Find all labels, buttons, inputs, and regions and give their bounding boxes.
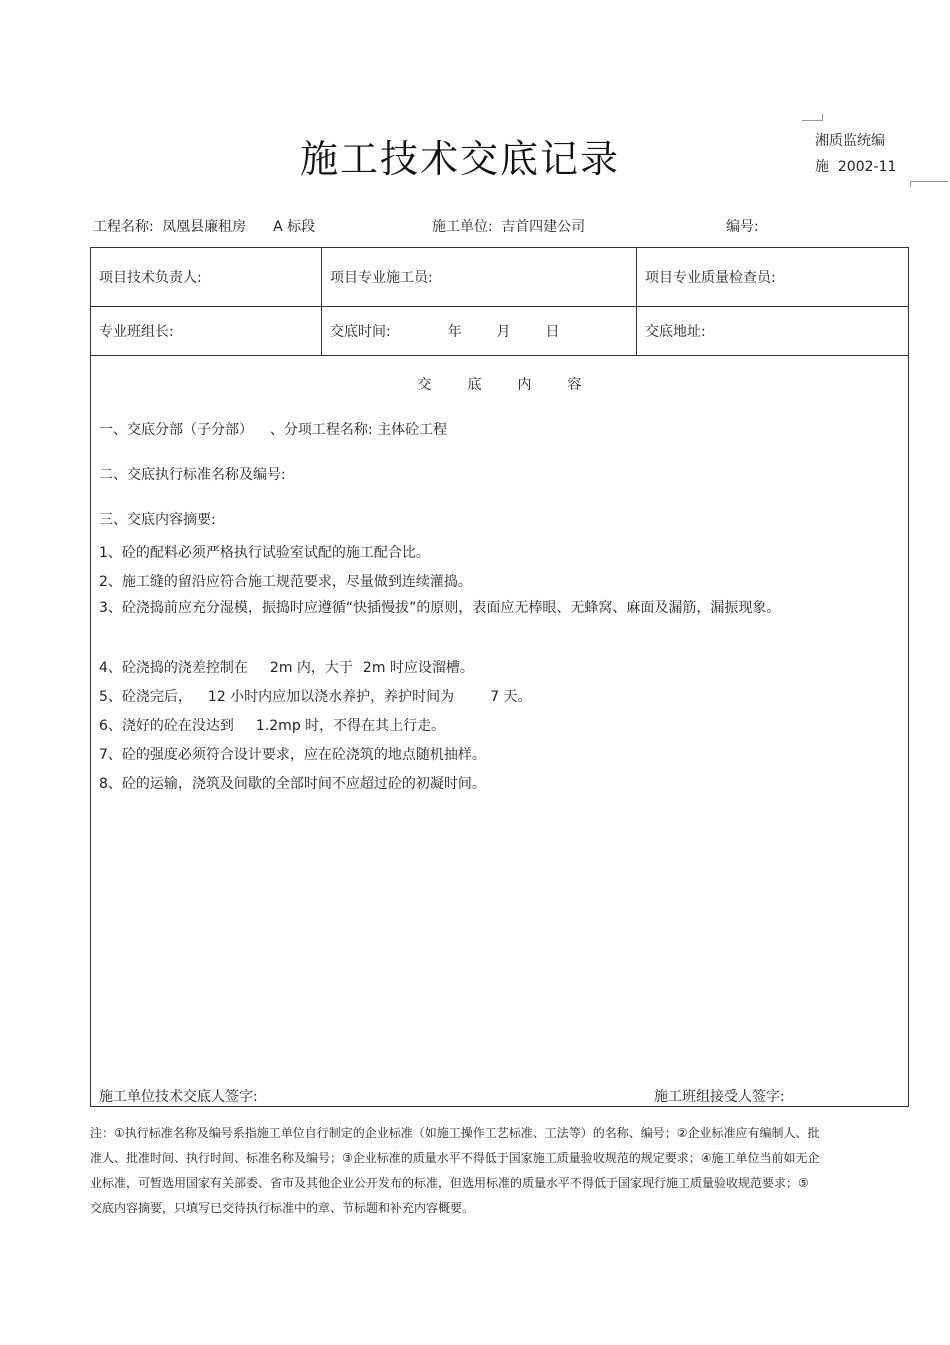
section-1-line (99, 419, 447, 439)
page-title: 施工技术交底记录 (300, 137, 621, 181)
project-name-field (93, 216, 319, 236)
construction-unit-field (432, 216, 589, 236)
item-4-part-a: 4、砼浇捣的浇差控制在 (99, 660, 248, 676)
number-label: 编号: (726, 219, 759, 235)
table-row (91, 307, 909, 356)
receiver-signature-label: 施工班组接受人签字: (654, 1089, 785, 1105)
item-4-part-c: 2m 时应设溜槽。 (362, 660, 474, 676)
footnote: 注：①执行标准名称及编号系指施工单位自行制定的企业标准（如施工操作工艺标准、工法等）的名称、编号；②企业标准应有编制人、批准人、批准时间、执行时间、标准名称及编号；③企业标准的质量水平不得低于国家施工质量验收规范的规定要求；④施工单位当前如无企业标准，可暂选用国家有关部委、省市及其他企业公开发布的标准，但选用标准的质量水平不得低于国家现行施工质量验收规范要求；⑤交底内容摘要，只填写已交待执行标准中的章、节标题和补充内容概要。 (90, 1126, 820, 1215)
project-section-value: A 标段 (273, 219, 316, 235)
heading-char: 交 (417, 377, 432, 393)
item-4-part-b: 2m 内，大于 (269, 660, 353, 676)
list-item: 8、砼的运输，浇筑及间歇的全部时间不应超过砼的初凝时间。 (99, 776, 486, 792)
handover-day-label: 日 (545, 324, 560, 340)
corner-mark-top-vertical (822, 114, 823, 121)
handover-content-cell[interactable] (91, 356, 909, 1107)
item-6-part-a: 6、浇好的砼在没达到 (99, 718, 234, 734)
list-item: 1、砼的配料必须严格执行试验室试配的施工配合比。 (99, 545, 430, 561)
number-field (726, 216, 763, 236)
project-name-value: 凤凰县廉租房 (162, 219, 247, 235)
item-6-part-b: 1.2mp 时，不得在其上行走。 (255, 718, 446, 734)
list-item: 3、砼浇捣前应充分湿模，振捣时应遵循“快插慢拔”的原则，表面应无棒眼、无蜂窝、麻面及漏筋，漏振现象。 (99, 600, 781, 616)
handover-time-label: 交底时间: (330, 324, 391, 340)
handover-place-cell[interactable]: 交底地址: (637, 307, 909, 356)
team-leader-cell[interactable]: 专业班组长: (91, 307, 322, 356)
handover-form-table (90, 247, 909, 1107)
form-code-line1: 湘质监统编 (815, 133, 885, 149)
construction-unit-value: 吉首四建公司 (501, 219, 586, 235)
heading-char: 底 (467, 377, 482, 393)
construction-worker-cell[interactable]: 项目专业施工员: (322, 248, 637, 307)
list-item (99, 715, 445, 735)
corner-mark-right-vertical (910, 181, 911, 187)
section-1-part-a: 一、交底分部（子分部） (99, 422, 253, 438)
handover-signature-label: 施工单位技术交底人签字: (99, 1089, 258, 1105)
table-row (91, 248, 909, 307)
construction-unit-label: 施工单位: (432, 219, 493, 235)
heading-char: 容 (567, 377, 582, 393)
content-heading (91, 374, 908, 394)
list-item: 7、砼的强度必须符合设计要求，应在砼浇筑的地点随机抽样。 (99, 747, 486, 763)
list-item (99, 686, 532, 706)
list-item (99, 657, 474, 677)
item-5-part-b: 12 小时内应加以浇水养护，养护时间为 (207, 689, 455, 705)
corner-mark-top (802, 120, 822, 121)
handover-time-cell[interactable] (322, 307, 637, 356)
quality-inspector-cell[interactable]: 项目专业质量检查员: (637, 248, 909, 307)
section-2-line: 二、交底执行标准名称及编号: (99, 467, 286, 483)
handover-year-label: 年 (447, 324, 462, 340)
section-1-part-b: 、分项工程名称: 主体砼工程 (269, 422, 448, 438)
section-3-line: 三、交底内容摘要: (99, 512, 216, 528)
item-5-part-a: 5、砼浇完后， (99, 689, 192, 705)
form-code-line2: 施 2002-11 (815, 159, 897, 175)
item-5-part-c: 7 天。 (490, 689, 532, 705)
handover-month-label: 月 (496, 324, 511, 340)
handover-content (91, 356, 908, 1106)
corner-mark-right (910, 181, 948, 182)
table-row (91, 356, 909, 1107)
project-name-label: 工程名称: (93, 219, 154, 235)
tech-lead-cell[interactable]: 项目技术负责人: (91, 248, 322, 307)
list-item: 2、施工缝的留沿应符合施工规范要求，尽量做到连续灌捣。 (99, 574, 472, 590)
heading-char: 内 (517, 377, 532, 393)
